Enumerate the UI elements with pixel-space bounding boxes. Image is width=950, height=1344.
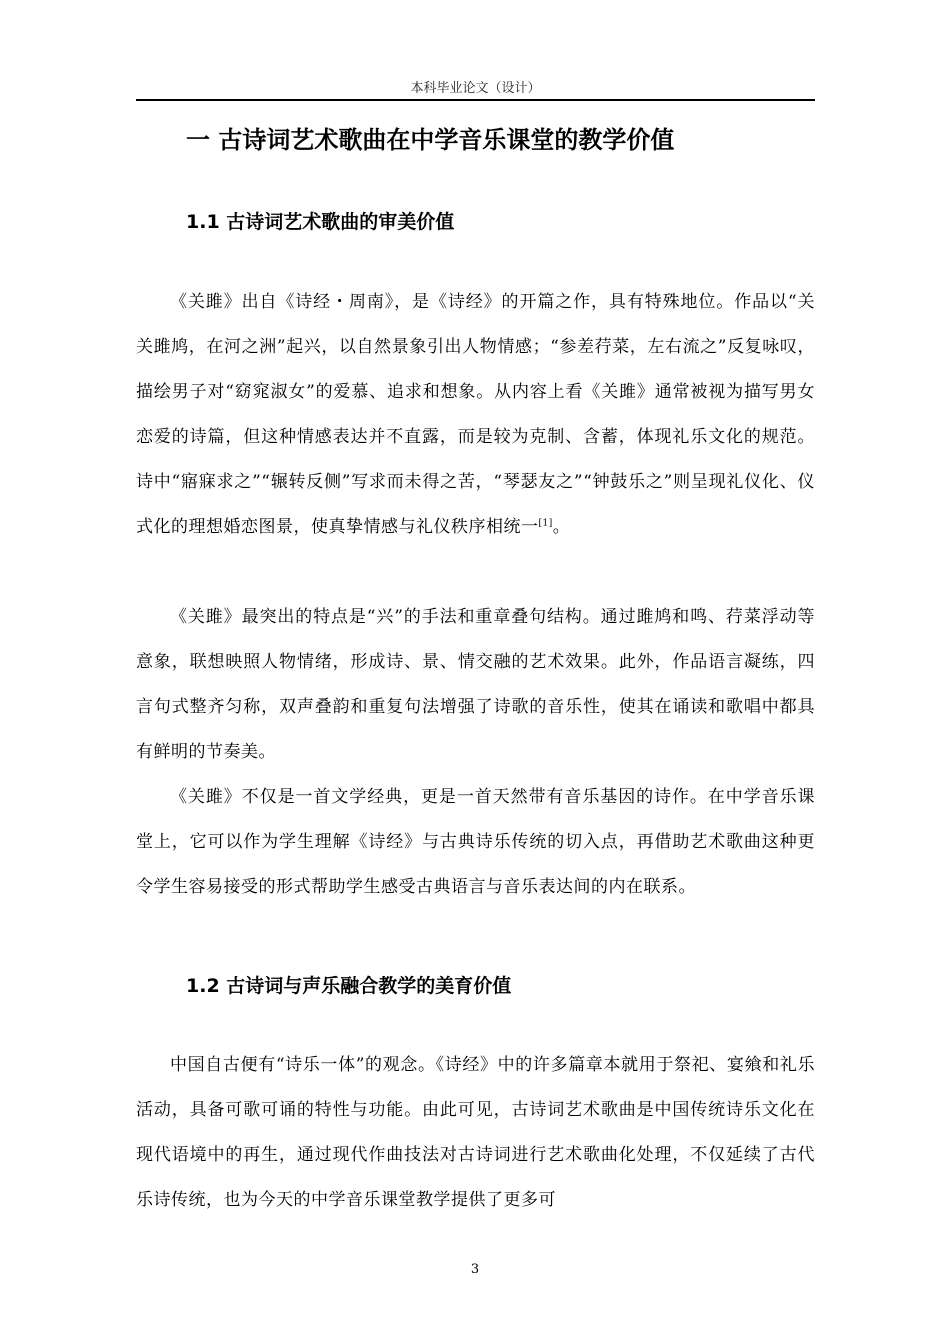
paragraph-1-1-a <box>136 280 815 550</box>
paragraph-text: 《关雎》出自《诗经・周南》，是《诗经》的开篇之作，具有特殊地位。作品以“关关雎鸠，在河之洲”起兴，以自然景象引出人物情感；“参差荇菜，左右流之”反复咏叹，描绘男子对“窈窕淑女”的爱慕、追求和想象。从内容上看《关雎》通常被视为描写男女恋爱的诗篇，但这种情感表达并不直露，而是较为克制、含蓄，体现礼乐文化的规范。诗中“寤寐求之”“辗转反侧”写求而未得之苦，“琴瑟友之”“钟鼓乐之”则呈现礼仪化、仪式化的理想婚恋图景，使真挚情感与礼仪秩序相统一 <box>136 292 815 537</box>
section-heading-1-1: 1.1 古诗词艺术歌曲的审美价值 <box>186 211 455 233</box>
header-rule <box>136 99 815 101</box>
running-header: 本科毕业论文（设计） <box>410 81 541 96</box>
paragraph-end: 。 <box>552 517 571 537</box>
section-heading-1-2: 1.2 古诗词与声乐融合教学的美育价值 <box>186 975 512 997</box>
paragraph-1-1-c: 《关雎》不仅是一首文学经典，更是一首天然带有音乐基因的诗作。在中学音乐课堂上，它可以作为学生理解《诗经》与古典诗乐传统的切入点，再借助艺术歌曲这种更令学生容易接受的形式帮助学生感受古典语言与音乐表达间的内在联系。 <box>136 787 815 897</box>
paragraph-1-1-b: 《关雎》最突出的特点是“兴”的手法和重章叠句结构。通过雎鸠和鸣、荇菜浮动等意象，联想映照人物情绪，形成诗、景、情交融的艺术效果。此外，作品语言凝练，四言句式整齐匀称，双声叠韵和重复句法增强了诗歌的音乐性，使其在诵读和歌唱中都具有鲜明的节奏美。 <box>136 607 815 762</box>
chapter-title: 一 古诗词艺术歌曲在中学音乐课堂的教学价值 <box>186 126 675 154</box>
paragraph-1-2-a: 中国自古便有“诗乐一体”的观念。《诗经》中的许多篇章本就用于祭祀、宴飨和礼乐活动，具备可歌可诵的特性与功能。由此可见，古诗词艺术歌曲是中国传统诗乐文化在现代语境中的再生，通过现代作曲技法对古诗词进行艺术歌曲化处理，不仅延续了古代乐诗传统，也为今天的中学音乐课堂教学提供了更多可 <box>136 1055 815 1210</box>
page-number: 3 <box>470 1262 480 1277</box>
citation-marker: [1] <box>538 518 553 529</box>
